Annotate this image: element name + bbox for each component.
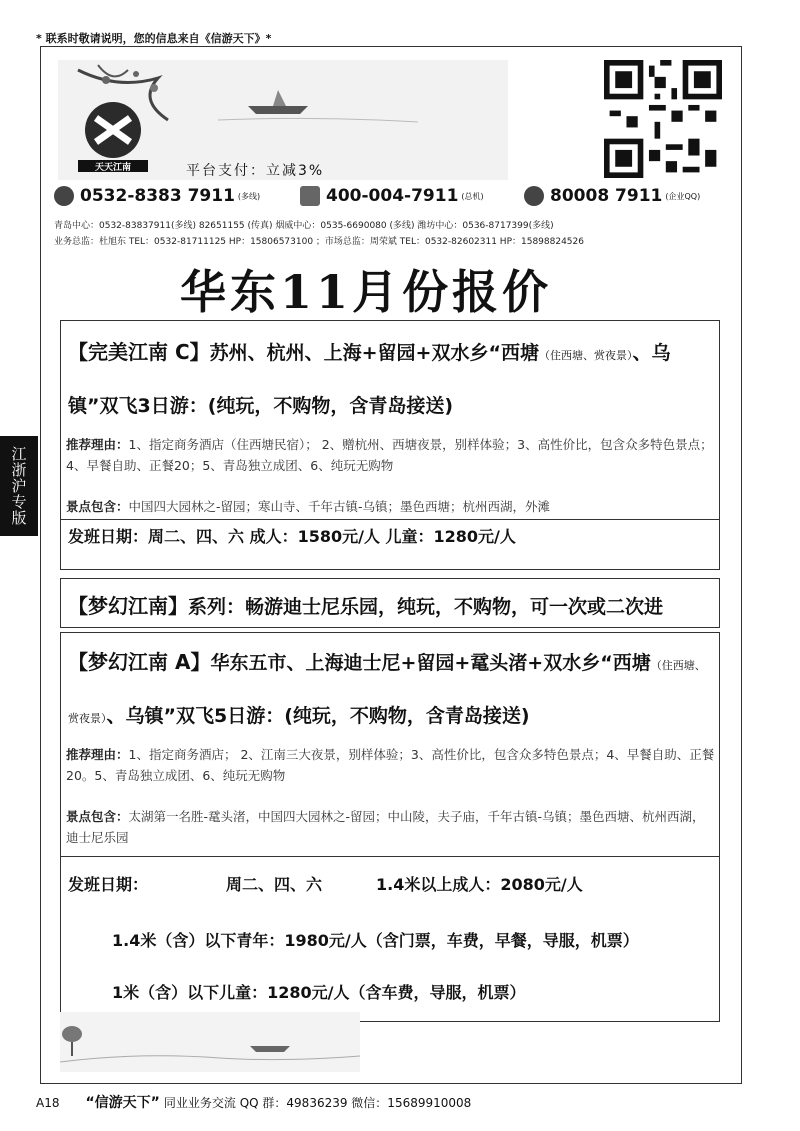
- logo-text: 天天江南: [94, 163, 131, 173]
- series-tag: 【梦幻江南】: [68, 594, 188, 618]
- divider: [60, 519, 720, 520]
- product-2-scenic: [66, 806, 716, 848]
- product-1-scenic-text: 中国四大园林之-留园；寒山寺、千年古镇-乌镇；墨色西塘；杭州西湖，外滩: [128, 499, 551, 514]
- phone-note-3: (企业QQ): [665, 191, 701, 201]
- contact-line-2: 业务总监：杜旭东 TEL：0532-81711125 HP：15806573100 ；市场总监：周荣斌 TEL：0532-82602311 HP：15898824526: [54, 237, 584, 247]
- qq-icon: [524, 186, 544, 206]
- product-1-route-a: 苏州、杭州、上海+留园+双水乡“西塘: [209, 342, 539, 364]
- product-1-departure: 发班日期：周二、四、六 成人：1580元/人 儿童：1280元/人: [68, 527, 516, 546]
- product-2-price-child: 1米（含）以下儿童：1280元/人（含车费，导服，机票）: [112, 983, 526, 1002]
- product-2-route-a: 华东五市、上海迪士尼+留园+鼋头渚+双水乡“西塘: [210, 652, 651, 674]
- product-1-tag: 【完美江南 C】: [68, 340, 210, 364]
- side-tab-label: 江浙沪专版: [9, 446, 28, 526]
- product-2-reason: [66, 744, 716, 786]
- product-2-route: [68, 648, 718, 733]
- product-1-reason-label: 推荐理由：: [66, 437, 129, 452]
- phone-hotline: [300, 186, 484, 206]
- product-1-scenic-label: 景点包含：: [66, 499, 129, 514]
- product-2-scenic-label: 景点包含：: [66, 809, 129, 824]
- product-1-scenic: [66, 496, 716, 517]
- product-2-dep-days: 周二、四、六: [226, 875, 323, 894]
- product-1-reason-text: 1、指定商务酒店（住西塘民宿）； 2、赠杭州、西塘夜景，别样体验；3、高性价比，包含众多特色景点；4、早餐自助、正餐20；5、青岛独立成团、6、纯玩无购物: [66, 437, 713, 473]
- scenery-image: [60, 1012, 360, 1072]
- phone-number-3: 80008 7911: [550, 186, 663, 206]
- product-2-route-small-a: （住西塘、: [650, 659, 706, 672]
- series-text: [68, 592, 663, 621]
- footer-contact: 同业业务交流 QQ 群：49836239 微信：15689910008: [163, 1096, 472, 1110]
- product-2-tag: 【梦幻江南 A】: [68, 650, 211, 674]
- top-note: * 联系时敬请说明，您的信息来自《信游天下》*: [36, 32, 272, 45]
- product-1-reason: [66, 434, 716, 476]
- product-2-route-small-b: 赏夜景）: [68, 712, 107, 725]
- product-2-dep-label: 发班日期：: [68, 875, 149, 894]
- product-2-price-youth: 1.4米（含）以下青年：1980元/人（含门票，车费，早餐，导服，机票）: [112, 931, 639, 950]
- page-number: A18: [36, 1096, 60, 1110]
- phone-icon: [54, 186, 74, 206]
- contact-line-1: 青岛中心：0532-83837911(多线) 82651155 (传真) 烟威中心：0535-6690080 (多线) 潍坊中心：0536-8717399(多线): [54, 221, 554, 231]
- divider: [60, 856, 720, 857]
- qr-code-icon: [604, 60, 722, 178]
- product-2-reason-label: 推荐理由：: [66, 747, 129, 762]
- series-desc: 系列：畅游迪士尼乐园，纯玩，不购物，可一次或二次进: [188, 596, 664, 618]
- product-1-route: [68, 338, 718, 420]
- product-1-route-b: 、乌: [632, 342, 671, 364]
- phone-number-1: 0532-8383 7911: [80, 186, 235, 206]
- product-1-route-line2: 镇”双飞3日游：(纯玩，不购物，含青岛接送): [68, 395, 454, 417]
- side-tab: [0, 436, 38, 536]
- phone-number-2: 400-004-7911: [326, 186, 459, 206]
- footer-brand: “信游天下”: [85, 1095, 160, 1111]
- phone-note-2: (总机): [461, 191, 484, 201]
- phone-note-1: (多线): [237, 191, 261, 201]
- phone-qq: [524, 186, 700, 206]
- fax-icon: [300, 186, 320, 206]
- footer: [36, 1092, 471, 1112]
- product-1-route-small: （住西塘、赏夜景）: [538, 349, 633, 362]
- payment-note: 平台支付：立减3%: [186, 163, 325, 179]
- phone-main: [54, 186, 260, 206]
- product-2-price-adult: 1.4米以上成人：2080元/人: [376, 875, 583, 894]
- product-2-route-b: 、乌镇”双飞5日游：(纯玩，不购物，含青岛接送): [106, 705, 530, 727]
- page-title: 华东11月份报价: [180, 265, 553, 319]
- product-2-reason-text: 1、指定商务酒店； 2、江南三大夜景，别样体验；3、高性价比，包含众多特色景点；4、早餐自助、正餐20。5、青岛独立成团、6、纯玩无购物: [66, 747, 715, 783]
- product-2-scenic-text: 太湖第一名胜-鼋头渚，中国四大园林之-留园；中山陵，夫子庙，千年古镇-乌镇；墨色西塘、杭州西湖，迪士尼乐园: [66, 809, 705, 845]
